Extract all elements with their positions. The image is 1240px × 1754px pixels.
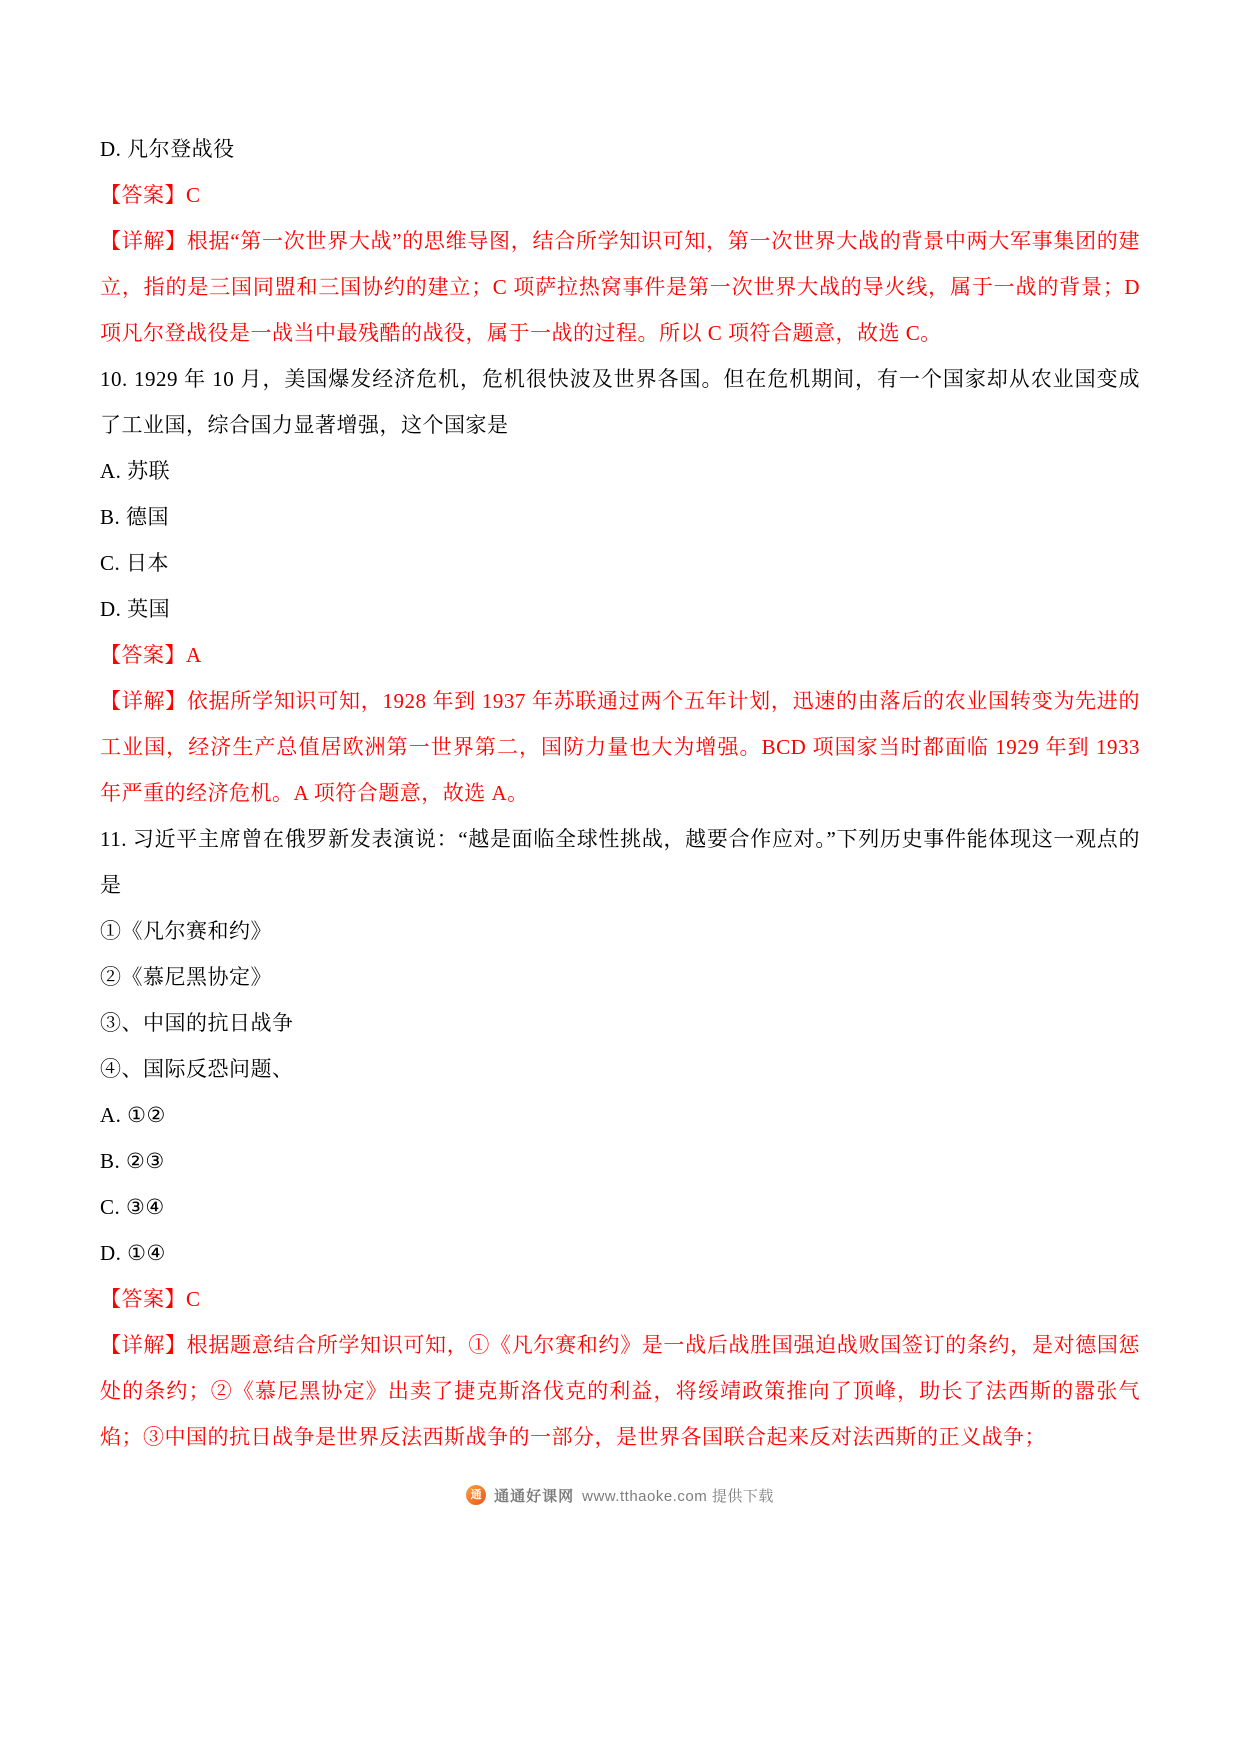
q10-explanation: 【详解】依据所学知识可知，1928 年到 1937 年苏联通过两个五年计划，迅速的由落后的农业国转变为先进的工业国，经济生产总值居欧洲第一世界第二，国防力量也大为增强。BCD 项国家当时都面临 1929 年到 1933 年严重的经济危机。A 项符合题意，故选 A。 [100, 689, 1140, 805]
q11-answer: 【答案】C [100, 1287, 201, 1311]
q10-option-b: B. 德国 [100, 505, 170, 529]
q9-answer: 【答案】C [100, 183, 201, 207]
q11-option-a: A. ①② [100, 1103, 166, 1127]
q11-option-b: B. ②③ [100, 1149, 165, 1173]
q11-explanation: 【详解】根据题意结合所学知识可知，①《凡尔赛和约》是一战后战胜国强迫战败国签订的条约，是对德国惩处的条约；②《慕尼黑协定》出卖了捷克斯洛伐克的利益，将绥靖政策推向了顶峰，助长了法西斯的嚣张气焰；③中国的抗日战争是世界反法西斯战争的一部分，是世界各国联合起来反对法西斯的正义战争； [100, 1333, 1140, 1449]
q9-explanation: 【详解】根据“第一次世界大战”的思维导图，结合所学知识可知，第一次世界大战的背景中两大军事集团的建立，指的是三国同盟和三国协约的建立；C 项萨拉热窝事件是第一次世界大战的导火线，属于一战的背景；D 项凡尔登战役是一战当中最残酷的战役，属于一战的过程。所以 C 项符合题意，故选 C。 [100, 229, 1140, 345]
q11-option-d: D. ①④ [100, 1241, 166, 1265]
footer-download-text: www.tthaoke.com 提供下载 [582, 1487, 774, 1505]
exam-document-body [100, 126, 1140, 1460]
q11-item-3: ③、中国的抗日战争 [100, 1011, 294, 1035]
q11-item-1: ①《凡尔赛和约》 [100, 919, 272, 943]
q9-option-d: D. 凡尔登战役 [100, 137, 235, 161]
tthaoke-logo-icon: 通 [466, 1485, 486, 1505]
q11-item-4: ④、国际反恐问题、 [100, 1057, 294, 1081]
q11-option-c: C. ③④ [100, 1195, 165, 1219]
q10-stem: 10. 1929 年 10 月，美国爆发经济危机，危机很快波及世界各国。但在危机期间，有一个国家却从农业国变成了工业国，综合国力显著增强，这个国家是 [100, 367, 1140, 437]
footer-site-name: 通通好课网 [494, 1487, 575, 1505]
q10-option-d: D. 英国 [100, 597, 171, 621]
page-footer [0, 1482, 1240, 1508]
q11-stem: 11. 习近平主席曾在俄罗新发表演说：“越是面临全球性挑战，越要合作应对。”下列历史事件能体现这一观点的是 [100, 827, 1140, 897]
q10-option-c: C. 日本 [100, 551, 170, 575]
q10-option-a: A. 苏联 [100, 459, 171, 483]
q10-answer: 【答案】A [100, 643, 202, 667]
q11-item-2: ②《慕尼黑协定》 [100, 965, 272, 989]
